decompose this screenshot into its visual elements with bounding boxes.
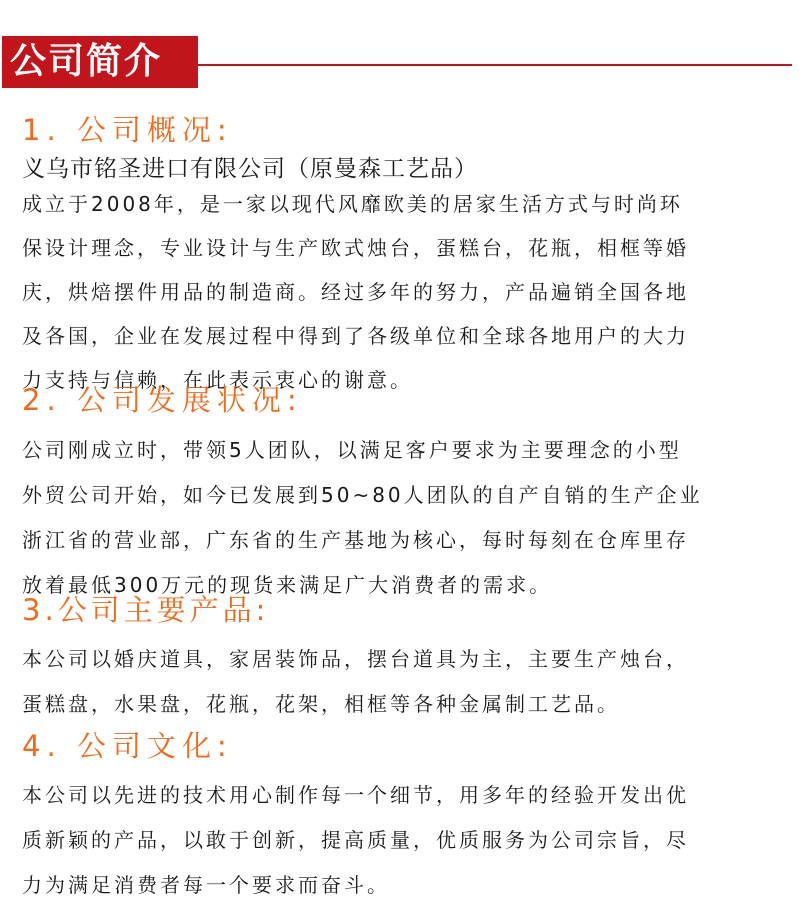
- paragraph-line: 蛋糕盘，水果盘，花瓶，花架，相框等各种金属制工艺品。: [22, 692, 620, 716]
- paragraph-line: 庆，烘焙摆件用品的制造商。经过多年的努力，产品遍销全国各地: [22, 280, 689, 304]
- page-title-banner: 公司简介: [2, 36, 198, 88]
- paragraph-line: 本公司以先进的技术用心制作每一个细节，用多年的经验开发出优: [22, 783, 689, 807]
- culture-paragraph: [22, 779, 792, 898]
- paragraph-line: 本公司以婚庆道具，家居装饰品，摆台道具为主，主要生产烛台，: [22, 647, 689, 671]
- products-paragraph: [22, 643, 792, 717]
- paragraph-line: 力支持与信赖，在此表示衷心的谢意。: [22, 368, 413, 392]
- section-heading-development: 2. 公司发展状况:: [22, 383, 303, 417]
- company-name: 义乌市铭圣进口有限公司（原曼森工艺品）: [22, 156, 478, 182]
- paragraph-line: 力为满足消费者每一个要求而奋斗。: [22, 873, 390, 897]
- section-heading-culture: 4. 公司文化:: [22, 729, 233, 763]
- overview-paragraph: [22, 188, 792, 393]
- title-divider: [196, 64, 792, 66]
- paragraph-line: 公司刚成立时，带领5人团队，以满足客户要求为主要理念的小型: [22, 438, 682, 462]
- section-heading-overview: 1. 公司概况:: [22, 113, 233, 147]
- paragraph-line: 成立于2008年，是一家以现代风靡欧美的居家生活方式与时尚环: [22, 192, 683, 216]
- development-paragraph: [22, 434, 792, 598]
- paragraph-line: 外贸公司开始，如今已发展到50~80人团队的自产自销的生产企业: [22, 483, 703, 507]
- paragraph-line: 质新颖的产品，以敢于创新，提高质量，优质服务为公司宗旨，尽: [22, 828, 689, 852]
- paragraph-line: 浙江省的营业部，广东省的生产基地为核心，每时每刻在仓库里存: [22, 528, 689, 552]
- section-heading-products: 3.公司主要产品:: [22, 593, 270, 627]
- paragraph-line: 放着最低300万元的现货来满足广大消费者的需求。: [22, 573, 553, 597]
- paragraph-line: 及各国，企业在发展过程中得到了各级单位和全球各地用户的大力: [22, 324, 689, 348]
- paragraph-line: 保设计理念，专业设计与生产欧式烛台，蛋糕台，花瓶，相框等婚: [22, 236, 689, 260]
